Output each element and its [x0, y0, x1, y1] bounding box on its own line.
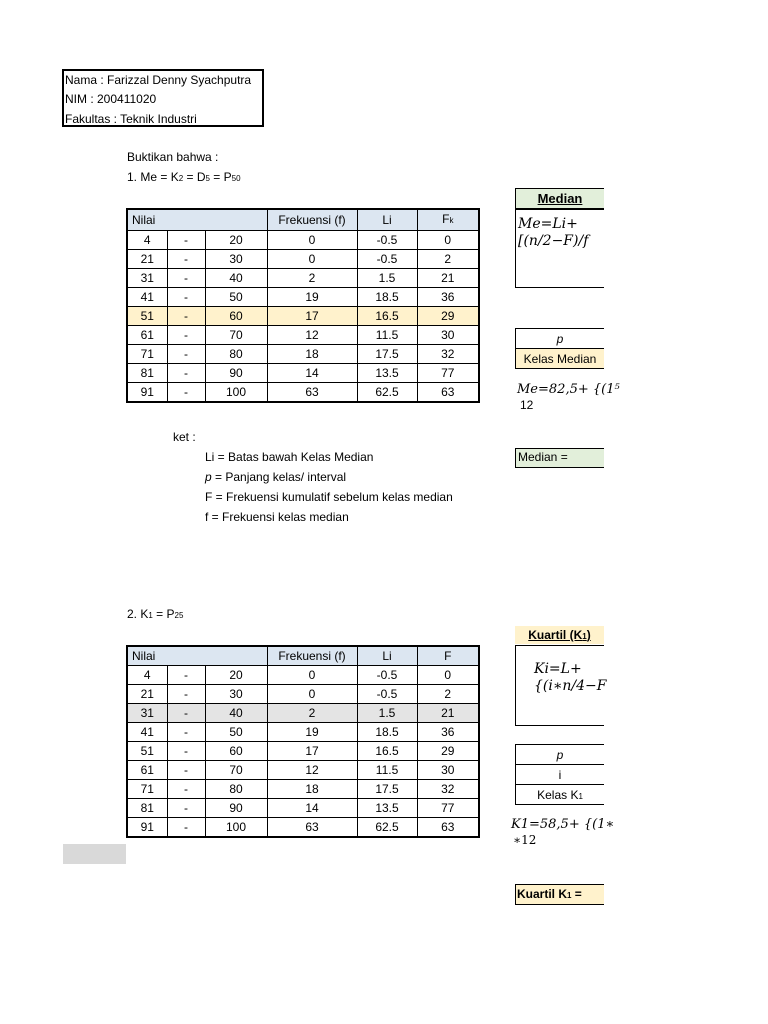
identity-nim: NIM : 200411020 [65, 92, 157, 107]
table-cell: 80 [205, 345, 267, 364]
table-cell: 17.5 [357, 345, 417, 364]
table-cell: - [167, 269, 205, 288]
table-cell: -0.5 [357, 250, 417, 269]
table-cell: 32 [417, 345, 479, 364]
table-cell: 80 [205, 780, 267, 799]
ket-item-f-kumulatif: F = Frekuensi kumulatif sebelum kelas median [205, 490, 453, 504]
identity-nama: Nama : Farizzal Denny Syachputra [65, 73, 252, 87]
table-row [127, 288, 479, 307]
identity-fakultas: Fakultas : Teknik Industri [65, 111, 197, 126]
kuartil-formula-line2: {(i∗n/4−F [534, 678, 607, 694]
table-cell: - [167, 761, 205, 780]
table-cell: 36 [417, 723, 479, 742]
table-cell: - [167, 250, 205, 269]
table-cell: 31 [127, 704, 167, 723]
median-p-cell: p [516, 329, 605, 349]
table-row [127, 383, 479, 403]
identity-box [62, 69, 264, 127]
table-cell: 2 [267, 269, 357, 288]
section2-prefix: 2. K [127, 607, 149, 621]
table-cell: - [167, 818, 205, 838]
table-cell: - [167, 666, 205, 685]
table-row [127, 307, 479, 326]
kuartil-header-sub: 1 [582, 632, 587, 641]
table-cell: 30 [205, 250, 267, 269]
table-cell: 41 [127, 288, 167, 307]
table-cell: 0 [267, 666, 357, 685]
table-row [127, 666, 479, 685]
table-cell: 50 [205, 723, 267, 742]
header-fk-sub: k [449, 216, 454, 225]
table-row [127, 742, 479, 761]
header-li: Li [357, 209, 417, 231]
table-cell: 12 [267, 761, 357, 780]
table-cell: 21 [417, 704, 479, 723]
kuartil-header-suffix: ) [586, 628, 591, 642]
table-cell: 11.5 [357, 326, 417, 345]
table-cell: 60 [205, 307, 267, 326]
kuartil-result-suffix: = [571, 887, 582, 901]
table-cell: -0.5 [357, 231, 417, 250]
median-formula-line1: Me=Li+ [518, 216, 578, 232]
item1-d: = D [183, 170, 206, 184]
item1-k-sub: 2 [178, 174, 184, 183]
median-formula-box [515, 209, 604, 288]
table-row [127, 723, 479, 742]
table-cell: 20 [205, 231, 267, 250]
kuartil-formula-line1: Ki=L+ [534, 661, 582, 677]
table-cell: 18.5 [357, 288, 417, 307]
table-cell: 13.5 [357, 799, 417, 818]
header-nilai: Nilai [127, 646, 267, 666]
table-cell: - [167, 780, 205, 799]
table-row [127, 250, 479, 269]
item1-prefix: 1. Me = K [127, 170, 179, 184]
table-row [127, 231, 479, 250]
table-row [127, 704, 479, 723]
table-cell: 20 [205, 666, 267, 685]
table-cell: - [167, 799, 205, 818]
item1-p: = P [209, 170, 232, 184]
table-cell: 70 [205, 761, 267, 780]
table-cell: 31 [127, 269, 167, 288]
table-cell: 17.5 [357, 780, 417, 799]
header-fk [417, 209, 479, 231]
table-cell: 21 [417, 269, 479, 288]
table-cell: 71 [127, 780, 167, 799]
intro-item1 [127, 169, 241, 187]
table-cell: 0 [267, 685, 357, 704]
median-param-table [515, 328, 604, 369]
table-cell: - [167, 685, 205, 704]
table-cell: 2 [417, 250, 479, 269]
kuartil-equation-line2: ∗12 [513, 833, 537, 847]
table-cell: 2 [267, 704, 357, 723]
table-row [127, 685, 479, 704]
table-cell: 0 [267, 250, 357, 269]
ket-p-text: = Panjang kelas/ interval [211, 470, 347, 484]
item1-p-sub: 50 [231, 174, 241, 183]
table-cell: 62.5 [357, 818, 417, 838]
median-formula-line2: [(n/2−F)/f [518, 233, 589, 249]
table-cell: 61 [127, 761, 167, 780]
table-cell: 17 [267, 742, 357, 761]
ket-p-symbol: p [205, 470, 212, 484]
item1-d-sub: 5 [205, 174, 210, 183]
table-cell: 91 [127, 383, 167, 403]
table-cell: 17 [267, 307, 357, 326]
table-cell: 1.5 [357, 269, 417, 288]
table-cell: 1.5 [357, 704, 417, 723]
table-cell: 2 [417, 685, 479, 704]
table-cell: 30 [417, 326, 479, 345]
table-cell: 4 [127, 666, 167, 685]
kuartil-p-cell: p [516, 745, 605, 765]
ket-item-p [205, 469, 453, 489]
table-row [127, 269, 479, 288]
table-cell: 21 [127, 685, 167, 704]
kuartil-result-label [515, 884, 604, 905]
table-cell: 0 [417, 666, 479, 685]
kuartil-header-prefix: Kuartil (K [528, 628, 583, 642]
table-cell: 100 [205, 818, 267, 838]
quartile-frequency-table [126, 645, 480, 838]
ket-item-f: f = Frekuensi kelas median [205, 510, 349, 524]
kuartil-kelas-cell [516, 785, 605, 805]
table-cell: 11.5 [357, 761, 417, 780]
table-cell: - [167, 723, 205, 742]
section2-title [127, 606, 183, 624]
table-cell: 30 [205, 685, 267, 704]
table-cell: 81 [127, 799, 167, 818]
table-cell: 71 [127, 345, 167, 364]
header-li: Li [357, 646, 417, 666]
table-cell: 63 [267, 383, 357, 403]
table-cell: - [167, 364, 205, 383]
kuartil-kelas-prefix: Kelas K [537, 787, 579, 802]
table-cell: 0 [417, 231, 479, 250]
table-cell: - [167, 704, 205, 723]
kuartil-result-sub: 1 [567, 891, 572, 900]
table-cell: 61 [127, 326, 167, 345]
median-equation-line2: 12 [520, 398, 534, 412]
table-cell: - [167, 288, 205, 307]
section2-p-sub: 25 [174, 611, 184, 620]
table-cell: 19 [267, 288, 357, 307]
table-cell: 18 [267, 345, 357, 364]
header-frekuensi: Frekuensi (f) [267, 209, 357, 231]
kuartil-equation-line1: K1=58,5+ {(1∗ [511, 817, 615, 832]
table-cell: - [167, 345, 205, 364]
ket-title: ket : [173, 430, 196, 444]
table-cell: 70 [205, 326, 267, 345]
table-row [127, 345, 479, 364]
kuartil-header [515, 626, 604, 644]
table-cell: 100 [205, 383, 267, 403]
grey-cell-block [63, 844, 126, 864]
table-cell: 51 [127, 307, 167, 326]
table-cell: 60 [205, 742, 267, 761]
table-row [127, 799, 479, 818]
table-row [127, 818, 479, 838]
table-cell: 12 [267, 326, 357, 345]
header-f: F [417, 646, 479, 666]
table-cell: 51 [127, 742, 167, 761]
table-row [127, 364, 479, 383]
ket-list [205, 449, 453, 529]
table-cell: 77 [417, 799, 479, 818]
ket-item-li: Li = Batas bawah Kelas Median [205, 450, 374, 464]
table-cell: - [167, 231, 205, 250]
table-cell: 14 [267, 364, 357, 383]
kuartil-formula-box [515, 645, 607, 726]
table-cell: 18 [267, 780, 357, 799]
table-cell: 62.5 [357, 383, 417, 403]
table-cell: 32 [417, 780, 479, 799]
table-cell: -0.5 [357, 666, 417, 685]
table-cell: 0 [267, 231, 357, 250]
table-cell: 81 [127, 364, 167, 383]
table-cell: 63 [417, 818, 479, 838]
section2-p: = P [152, 607, 175, 621]
table-cell: 18.5 [357, 723, 417, 742]
table-cell: 30 [417, 761, 479, 780]
table-cell: 63 [417, 383, 479, 403]
table-row [127, 761, 479, 780]
table-cell: 4 [127, 231, 167, 250]
table-cell: -0.5 [357, 685, 417, 704]
table-header-row [127, 209, 479, 231]
header-fk-main: F [442, 212, 450, 226]
header-frekuensi: Frekuensi (f) [267, 646, 357, 666]
median-result-label: Median = [515, 448, 604, 468]
table-cell: 40 [205, 704, 267, 723]
kuartil-i-cell: i [516, 765, 605, 785]
table-cell: - [167, 383, 205, 403]
table-cell: 16.5 [357, 742, 417, 761]
table-cell: 91 [127, 818, 167, 838]
table-cell: 63 [267, 818, 357, 838]
table-cell: 29 [417, 742, 479, 761]
table-cell: - [167, 326, 205, 345]
table-cell: 36 [417, 288, 479, 307]
intro-buktikan: Buktikan bahwa : [127, 150, 219, 164]
section2-k-sub: 1 [148, 611, 153, 620]
kuartil-param-table [515, 744, 604, 805]
table-cell: - [167, 742, 205, 761]
header-nilai: Nilai [127, 209, 267, 231]
table-cell: 14 [267, 799, 357, 818]
table-cell: 50 [205, 288, 267, 307]
table-row [127, 780, 479, 799]
median-header: Median [515, 188, 604, 209]
table-cell: 21 [127, 250, 167, 269]
median-kelas-cell: Kelas Median [516, 349, 605, 369]
table-cell: 90 [205, 364, 267, 383]
table-cell: 41 [127, 723, 167, 742]
kuartil-result-prefix: Kuartil K [517, 887, 568, 901]
kuartil-kelas-sub: 1 [578, 791, 583, 801]
median-frequency-table [126, 208, 480, 403]
table-cell: - [167, 307, 205, 326]
table-cell: 13.5 [357, 364, 417, 383]
table-cell: 90 [205, 799, 267, 818]
table-cell: 19 [267, 723, 357, 742]
table-cell: 16.5 [357, 307, 417, 326]
table-cell: 77 [417, 364, 479, 383]
table-header-row [127, 646, 479, 666]
median-equation-line1: Me=82,5+ {(1⁵ [517, 382, 620, 397]
table-cell: 40 [205, 269, 267, 288]
table-row [127, 326, 479, 345]
table-cell: 29 [417, 307, 479, 326]
